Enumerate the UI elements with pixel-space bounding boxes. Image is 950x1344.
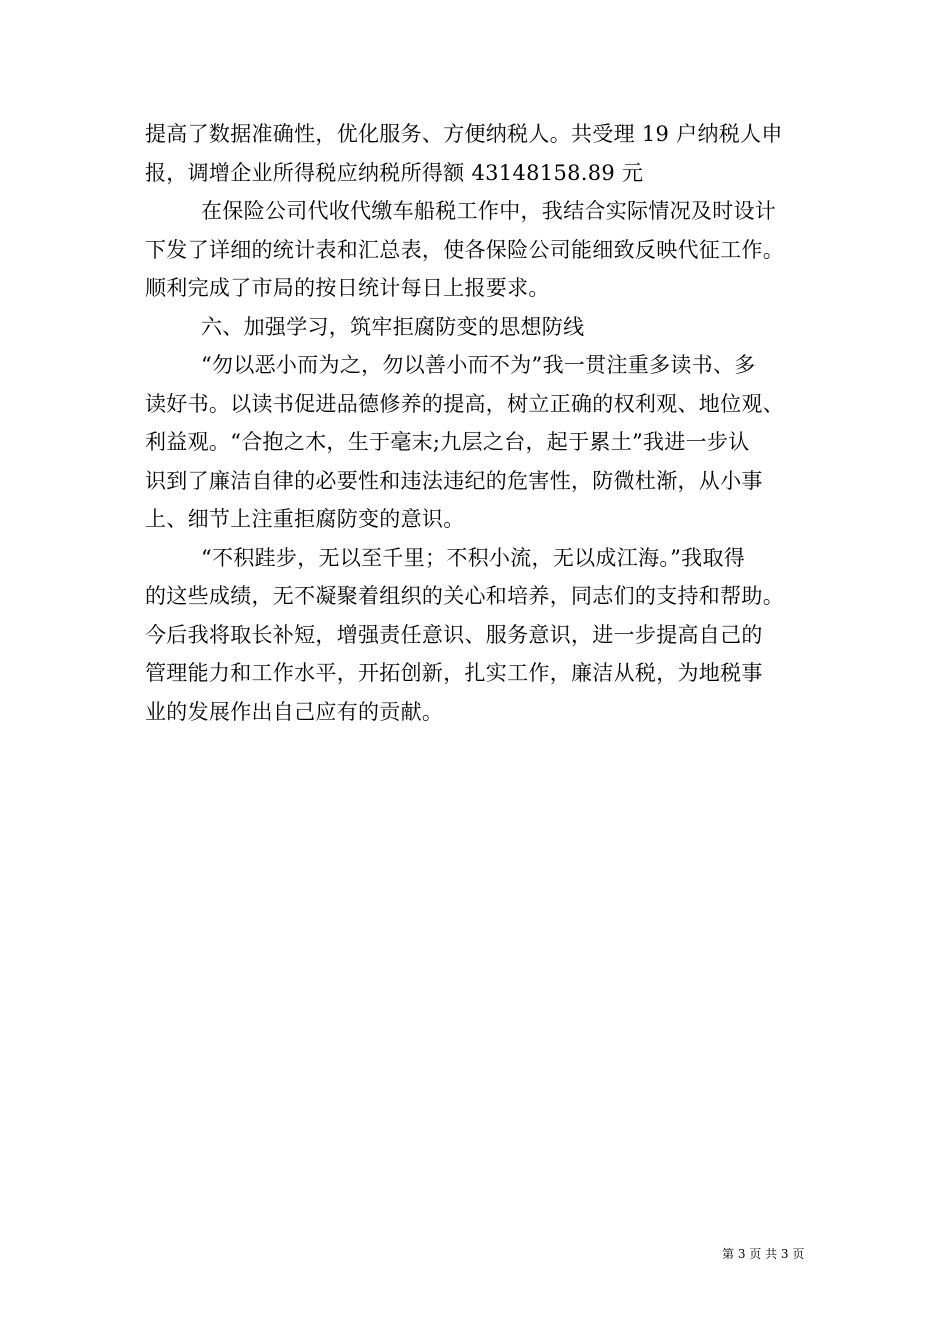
paragraph-start-line: “不积跬步，无以至千里；不积小流，无以成江海。”我取得: [201, 545, 746, 570]
text-line: 管理能力和工作水平，开拓创新，扎实工作，廉洁从税，为地税事: [145, 661, 763, 685]
paragraph-start-line: 在保险公司代收代缴车船税工作中，我结合实际情况及时设计: [201, 199, 777, 223]
text-line: 的这些成绩，无不凝聚着组织的关心和培养，同志们的支持和帮助。: [145, 584, 784, 608]
section-heading: 六、加强学习，筑牢拒腐防变的思想防线: [201, 314, 585, 339]
text-line: 识到了廉洁自律的必要性和违法违纪的危害性，防微杜渐，从小事: [145, 468, 763, 493]
text-line: 业的发展作出自己应有的贡献。: [145, 699, 444, 724]
text-line: 顺利完成了市局的按日统计每日上报要求。: [145, 276, 550, 300]
text-line: 上、细节上注重拒腐防变的意识。: [145, 507, 465, 531]
text-line: 利益观。“合抱之木，生于毫末;九层之台，起于累土”我进一步认: [145, 430, 750, 454]
text-line: 提高了数据准确性，优化服务、方便纳税人。共受理 19 户纳税人申: [145, 122, 783, 146]
text-line: 报，调增企业所得税应纳税所得额 43148158.89 元: [145, 160, 644, 185]
page-number: 第 3 页 共 3 页: [722, 1247, 805, 1261]
text-line: 下发了详细的统计表和汇总表，使各保险公司能细致反映代征工作。: [145, 237, 784, 262]
paragraph-start-line: “勿以恶小而为之，勿以善小而不为”我一贯注重多读书、多: [201, 353, 756, 377]
text-line: 今后我将取长补短，增强责任意识、服务意识，进一步提高自己的: [145, 622, 763, 647]
text-line: 读好书。以读书促进品德修养的提高，树立正确的权利观、地位观、: [145, 391, 784, 416]
document-body: [145, 115, 815, 731]
